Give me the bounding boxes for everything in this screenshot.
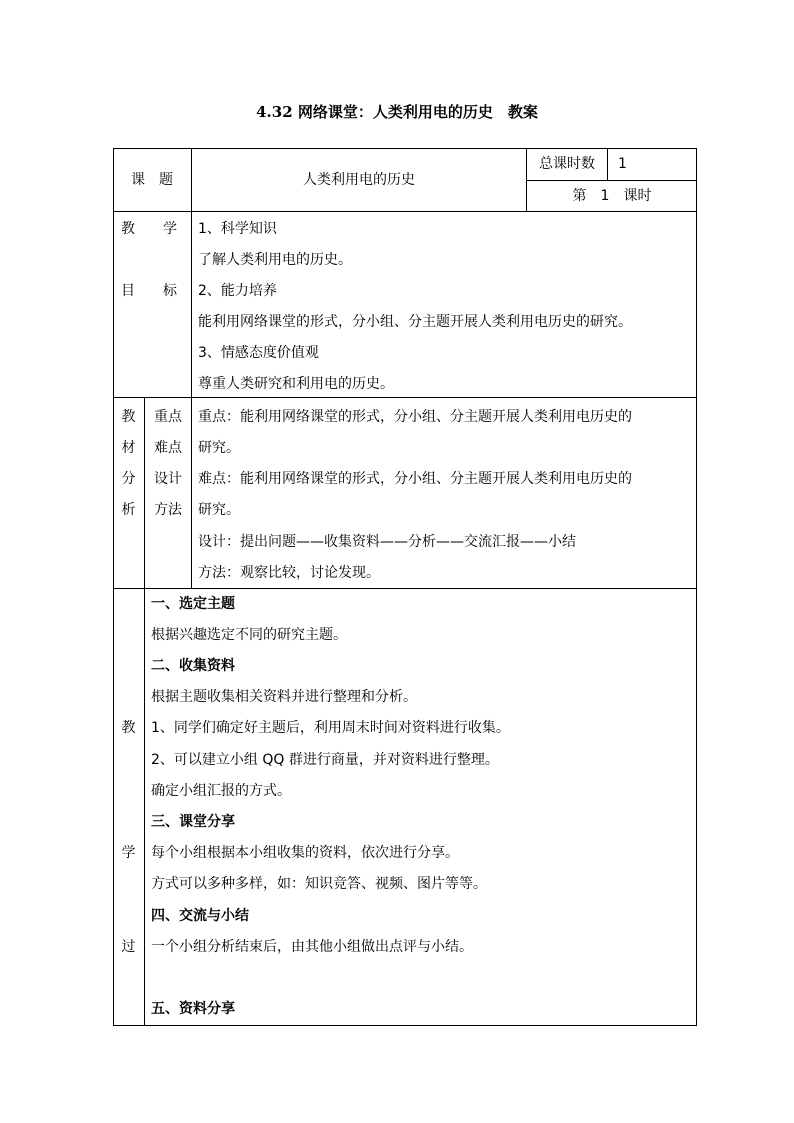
process-line: 一个小组分析结束后，由其他小组做出点评与小结。 [151, 939, 473, 955]
process-label-char: 过 [121, 939, 136, 955]
analysis-line: 难点：能利用网络课堂的形式，分小组、分主题开展人类利用电历史的 [198, 471, 632, 487]
document-title: 4.32 网络课堂：人类利用电的历史 教案 [256, 103, 538, 121]
total-hours-value: 1 [618, 156, 627, 172]
process-label-char: 教 [121, 720, 136, 736]
analysis-label-char: 析 [121, 502, 136, 518]
analysis-sub-label: 方法 [154, 502, 182, 518]
section-heading: 五、资料分享 [151, 1001, 235, 1017]
session-label: 第 1 课时 [572, 188, 652, 204]
section-heading: 三、课堂分享 [151, 814, 235, 830]
goals-line: 1、科学知识 [198, 221, 277, 237]
process-line: 根据主题收集相关资料并进行整理和分析。 [151, 689, 417, 705]
section-heading: 一、选定主题 [151, 596, 235, 612]
process-line: 根据兴趣选定不同的研究主题。 [151, 627, 347, 643]
goals-line: 了解人类利用电的历史。 [198, 252, 352, 268]
process-line: 2、可以建立小组 QQ 群进行商量，并对资料进行整理。 [151, 752, 499, 768]
goals-label-2: 目 标 [121, 283, 177, 299]
section-heading: 四、交流与小结 [151, 908, 249, 924]
process-line: 每个小组根据本小组收集的资料，依次进行分享。 [151, 845, 459, 861]
topic-label: 课 题 [131, 172, 173, 188]
analysis-line: 设计：提出问题——收集资料——分析——交流汇报——小结 [198, 534, 576, 550]
goals-line: 3、情感态度价值观 [198, 345, 319, 361]
analysis-label-char: 材 [121, 440, 136, 456]
goals-line: 能利用网络课堂的形式，分小组、分主题开展人类利用电历史的研究。 [198, 314, 632, 330]
table-grid [113, 148, 697, 1026]
analysis-label-char: 分 [121, 471, 136, 487]
goals-line: 尊重人类研究和利用电的历史。 [198, 376, 394, 392]
total-hours-label: 总课时数 [539, 156, 595, 172]
analysis-line: 研究。 [198, 502, 240, 518]
analysis-sub-label: 重点 [154, 409, 182, 425]
lesson-plan-table [113, 148, 697, 1026]
topic-value: 人类利用电的历史 [303, 172, 415, 188]
analysis-sub-label: 设计 [154, 471, 182, 487]
analysis-line: 方法：观察比较，讨论发现。 [198, 565, 380, 581]
section-heading: 二、收集资料 [151, 658, 235, 674]
goals-label-1: 教 学 [121, 221, 177, 237]
analysis-label-char: 教 [121, 409, 136, 425]
analysis-line: 重点：能利用网络课堂的形式，分小组、分主题开展人类利用电历史的 [198, 409, 632, 425]
goals-line: 2、能力培养 [198, 283, 277, 299]
process-line: 1、同学们确定好主题后，利用周末时间对资料进行收集。 [151, 720, 510, 736]
process-line: 方式可以多种多样，如：知识竞答、视频、图片等等。 [151, 876, 487, 892]
analysis-sub-label: 难点 [154, 440, 182, 456]
analysis-line: 研究。 [198, 440, 240, 456]
process-line: 确定小组汇报的方式。 [151, 783, 291, 799]
process-label-char: 学 [121, 845, 136, 861]
